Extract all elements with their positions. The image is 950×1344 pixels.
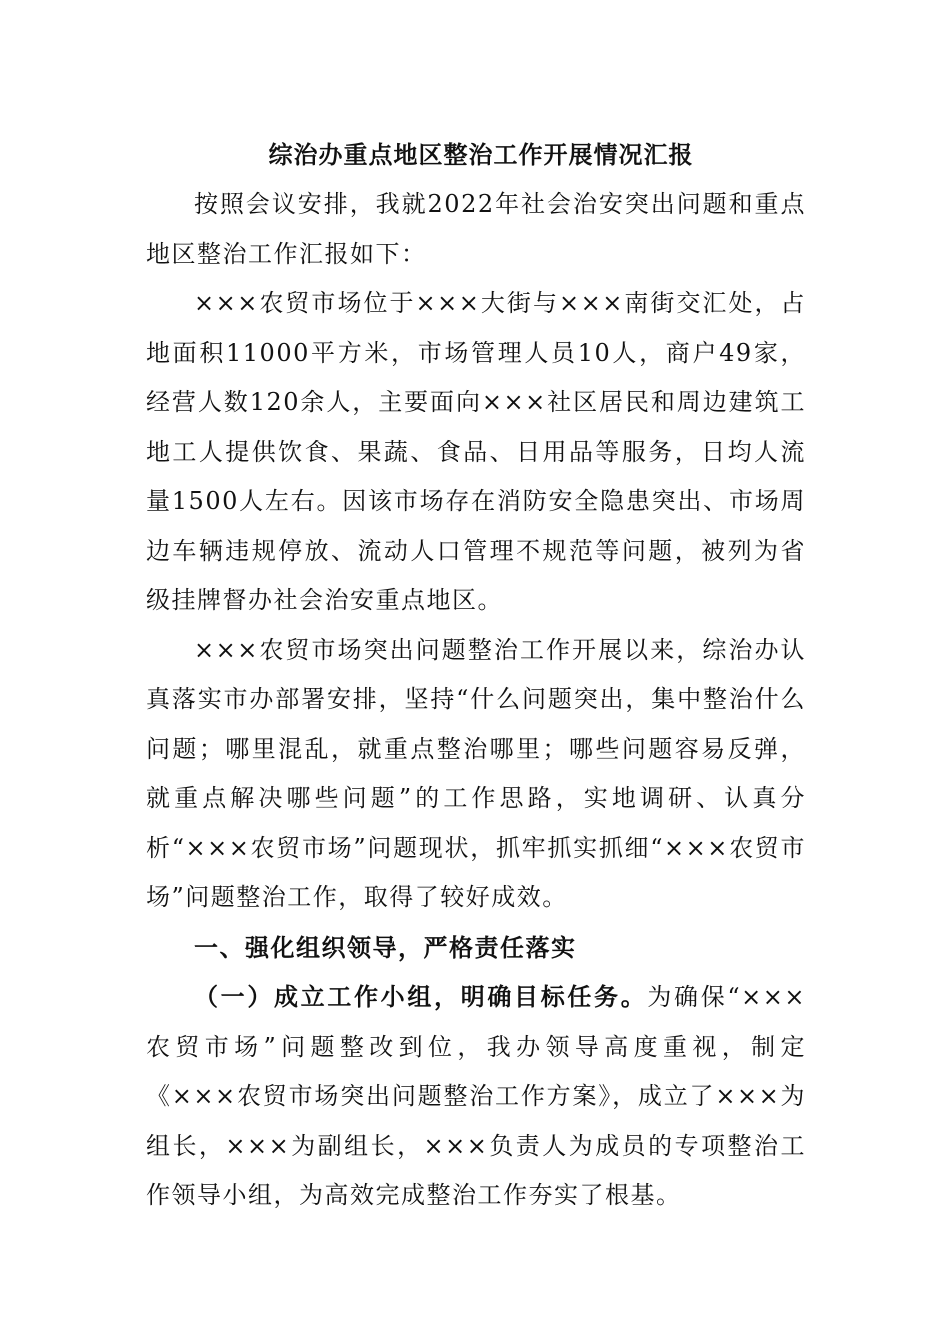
paragraph-market-overview: ×××农贸市场位于×××大街与×××南街交汇处，占地面积11000平方米，市场管理人员10人，商户49家，经营人数120余人，主要面向×××社区居民和周边建筑工地工人提供饮食、果蔬、食品、日用品等服务，日均人流量1500人左右。因该市场存在消防安全隐患突出、市场周边车辆违规停放、流动人口管理不规范等问题，被列为省级挂牌督办社会治安重点地区。 <box>146 289 806 614</box>
document-page <box>146 130 806 1221</box>
paragraph-intro: 按照会议安排，我就2022年社会治安突出问题和重点地区整治工作汇报如下： <box>146 190 806 268</box>
document-title: 综治办重点地区整治工作开展情况汇报 <box>268 140 694 169</box>
paragraph-subsection-1 <box>146 972 806 1221</box>
section-heading-1: 一、强化组织领导，严格责任落实 <box>194 932 577 962</box>
paragraph-rectification-summary: ×××农贸市场突出问题整治工作开展以来，综治办认真落实市办部署安排，坚持“什么问题突出，集中整治什么问题；哪里混乱，就重点整治哪里；哪些问题容易反弹，就重点解决哪些问题”的工作思路，实地调研、认真分析“×××农贸市场”问题现状，抓牢抓实抓细“×××农贸市场”问题整治工作，取得了较好成效。 <box>146 635 806 911</box>
subsection-1-body: 为确保“×××农贸市场”问题整改到位，我办领导高度重视，制定《×××农贸市场突出问题整治工作方案》，成立了×××为组长，×××为副组长，×××负责人为成员的专项整治工作领导小组，为高效完成整治工作夯实了根基。 <box>146 983 806 1209</box>
subsection-1-lead: （一）成立工作小组，明确目标任务。 <box>194 982 648 1011</box>
